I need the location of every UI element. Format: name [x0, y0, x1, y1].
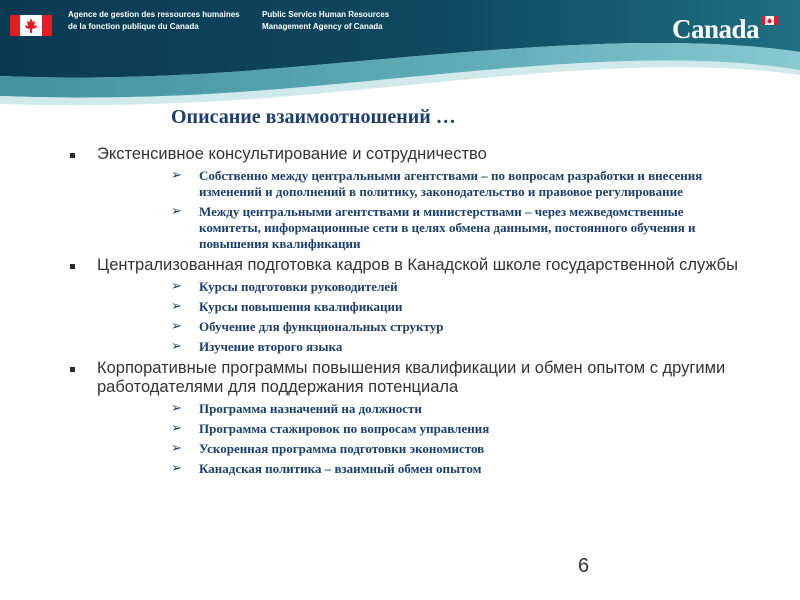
arrow-bullet-icon: ➢	[171, 461, 182, 476]
sub-bullet-item	[171, 319, 746, 335]
sub-bullet-text: Собственно между центральными агентствами – по вопросам разработки и внесения изменений и дополнений в политику, законодательство и правовое регулирование	[199, 168, 703, 199]
arrow-bullet-icon: ➢	[171, 168, 182, 183]
agency-fr-line-1: Agence de gestion des ressources humaines	[68, 10, 240, 19]
sub-bullet-item	[171, 168, 746, 200]
page-number: 6	[578, 555, 590, 577]
sub-bullet-item	[171, 339, 746, 355]
canada-flag-icon	[10, 15, 52, 36]
bullet-list	[66, 145, 746, 481]
sub-bullet-text: Программа стажировок по вопросам управления	[199, 421, 490, 436]
bullet-text: Централизованная подготовка кадров в Канадской школе государственной службы	[97, 256, 738, 274]
sub-bullet-text: Ускоренная программа подготовки экономистов	[199, 441, 485, 456]
sub-bullet-text: Курсы подготовки руководителей	[199, 279, 398, 294]
bullet-item	[66, 145, 746, 252]
agency-en-line-1: Public Service Human Resources	[262, 10, 390, 19]
sub-bullet-text: Канадская политика – взаимный обмен опытом	[199, 461, 482, 476]
sub-bullet-item	[171, 279, 746, 295]
slide-title: Описание взаимоотношений …	[171, 106, 456, 128]
sub-bullet-text: Обучение для функциональных структур	[199, 319, 444, 334]
sub-bullet-text: Между центральными агентствами и министерствами – через межведомственные комитеты, информационные сети в целях обмена данными, постоянного обучения и повышения квалификации	[199, 204, 696, 251]
sub-bullet-list	[97, 168, 746, 252]
sub-bullet-item	[171, 299, 746, 315]
agency-fr-line-2: de la fonction publique du Canada	[68, 22, 199, 31]
agency-en-line-2: Management Agency of Canada	[262, 22, 383, 31]
arrow-bullet-icon: ➢	[171, 204, 182, 219]
sub-bullet-item	[171, 441, 746, 457]
sub-bullet-item	[171, 204, 746, 252]
sub-bullet-item	[171, 421, 746, 437]
sub-bullet-text: Курсы повышения квалификации	[199, 299, 403, 314]
sub-bullet-text: Программа назначений на должности	[199, 401, 422, 416]
bullet-text: Корпоративные программы повышения квалификации и обмен опытом с другими работодателями для поддержания потенциала	[97, 359, 726, 396]
sub-bullet-text: Изучение второго языка	[199, 339, 343, 354]
arrow-bullet-icon: ➢	[171, 401, 182, 416]
square-bullet-icon	[70, 367, 75, 372]
arrow-bullet-icon: ➢	[171, 441, 182, 456]
sub-bullet-list	[97, 279, 746, 355]
bullet-text: Экстенсивное консультирование и сотрудничество	[97, 145, 487, 163]
arrow-bullet-icon: ➢	[171, 339, 182, 354]
arrow-bullet-icon: ➢	[171, 421, 182, 436]
sub-bullet-list	[97, 401, 746, 477]
bullet-item	[66, 256, 746, 355]
arrow-bullet-icon: ➢	[171, 319, 182, 334]
arrow-bullet-icon: ➢	[171, 299, 182, 314]
sub-bullet-item	[171, 401, 746, 417]
sub-bullet-item	[171, 461, 746, 477]
bullet-item	[66, 359, 746, 477]
square-bullet-icon	[70, 264, 75, 269]
arrow-bullet-icon: ➢	[171, 279, 182, 294]
agency-name-english	[262, 9, 412, 39]
canada-wordmark: Canada	[672, 14, 760, 44]
agency-name-french	[68, 9, 253, 39]
square-bullet-icon	[70, 153, 75, 158]
canada-wordmark-flag-icon	[761, 16, 778, 25]
